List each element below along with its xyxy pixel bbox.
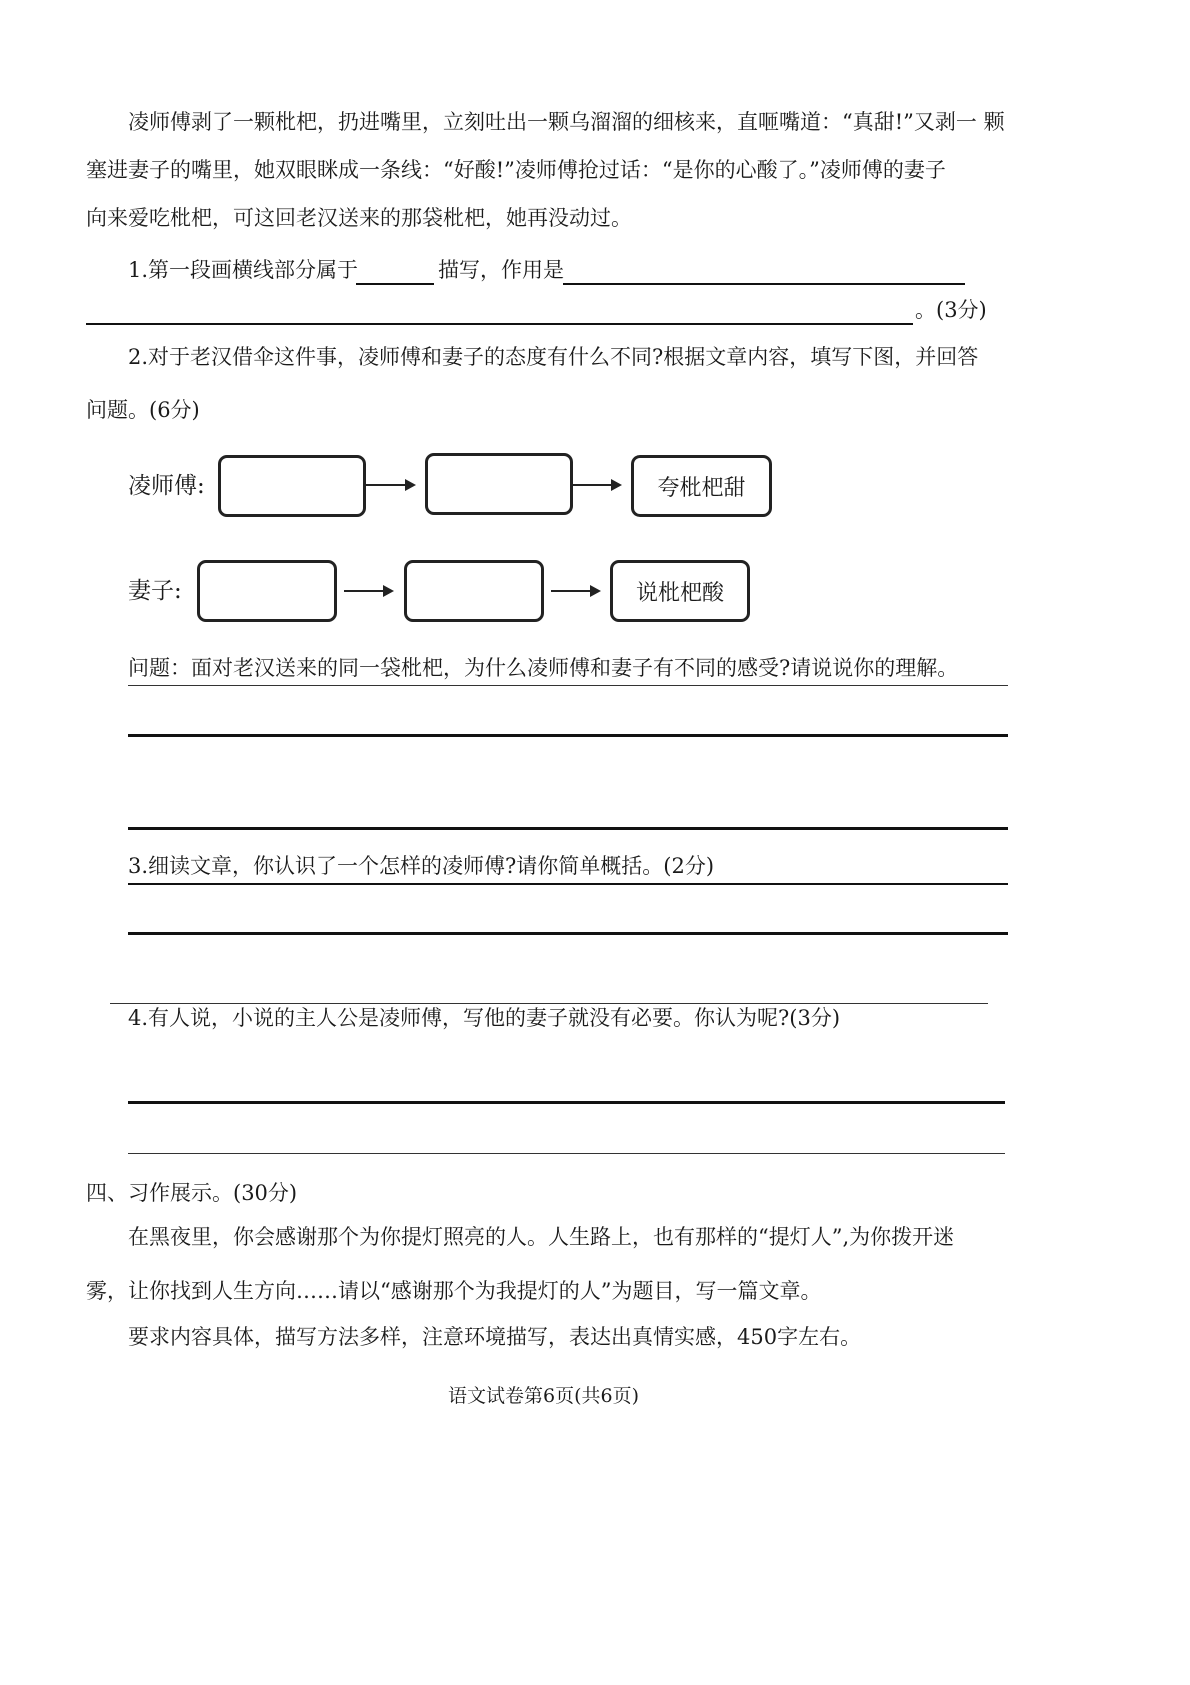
- q1-prompt-2: 描写，作用是: [438, 258, 564, 282]
- q2-answer-line-1[interactable]: [128, 685, 1008, 686]
- arrow-icon: [366, 478, 416, 492]
- diagram-row1-final-text: 夸枇杷甜: [657, 475, 746, 501]
- diagram-row1-label: 凌师傅:: [128, 473, 205, 499]
- diagram-row2-box-1[interactable]: [197, 560, 337, 622]
- diagram-row1-box-1[interactable]: [218, 455, 366, 517]
- q2-answer-line-3[interactable]: [128, 827, 1008, 830]
- q4-answer-line-2[interactable]: [128, 1153, 1005, 1154]
- section4-line-1: 在黑夜里，你会感谢那个为你提灯照亮的人。人生路上，也有那样的“提灯人”,为你拨开迷: [128, 1225, 955, 1249]
- passage-line-2: 塞进妻子的嘴里，她双眼眯成一条线：“好酸!”凌师傅抢过话：“是你的心酸了。”凌师傅的妻子: [86, 158, 946, 182]
- passage-line-1: 凌师傅剥了一颗枇杷，扔进嘴里，立刻吐出一颗乌溜溜的细核来，直咂嘴道：“真甜!”又剥一 颗: [128, 110, 1005, 134]
- page-footer: 语文试卷第6页(共6页): [448, 1385, 640, 1407]
- q1-prompt: 1.第一段画横线部分属于: [128, 258, 359, 282]
- q3-prompt: 3.细读文章，你认识了一个怎样的凌师傅?请你简单概括。(2分): [128, 854, 715, 878]
- q4-prompt: 4.有人说，小说的主人公是凌师傅，写他的妻子就没有必要。你认为呢?(3分): [128, 1006, 841, 1030]
- q3-answer-line-3[interactable]: [110, 1003, 988, 1004]
- q3-answer-line-2[interactable]: [128, 932, 1008, 935]
- q1-score: 。(3分): [915, 298, 987, 322]
- q2-prompt-line-1: 2.对于老汉借伞这件事，凌师傅和妻子的态度有什么不同?根据文章内容，填写下图，并回答: [128, 345, 979, 369]
- diagram-row2-final-text: 说枇杷酸: [635, 580, 724, 606]
- q1-blank-effect-1[interactable]: [563, 283, 965, 285]
- q4-answer-line-1[interactable]: [128, 1101, 1005, 1104]
- section4-heading: 四、习作展示。(30分): [86, 1181, 298, 1205]
- passage-line-3: 向来爱吃枇杷，可这回老汉送来的那袋枇杷，她再没动过。: [86, 206, 632, 230]
- q3-answer-line-1[interactable]: [128, 883, 1008, 885]
- diagram-row2-box-final: [610, 560, 750, 622]
- arrow-icon: [572, 478, 622, 492]
- section4-line-3: 要求内容具体，描写方法多样，注意环境描写，表达出真情实感，450字左右。: [128, 1325, 862, 1349]
- q2-prompt-line-2: 问题。(6分): [86, 398, 200, 422]
- arrow-icon: [344, 584, 394, 598]
- q1-blank-effect-2[interactable]: [86, 323, 913, 325]
- q2-question: 问题：面对老汉送来的同一袋枇杷，为什么凌师傅和妻子有不同的感受?请说说你的理解。: [128, 656, 959, 680]
- diagram-row2-label: 妻子:: [128, 578, 182, 604]
- arrow-icon: [551, 584, 601, 598]
- q1-blank-type[interactable]: [356, 283, 434, 285]
- diagram-row2-box-2[interactable]: [404, 560, 544, 622]
- diagram-row1-box-2[interactable]: [425, 453, 573, 515]
- q2-answer-line-2[interactable]: [128, 734, 1008, 737]
- section4-line-2: 雾，让你找到人生方向……请以“感谢那个为我提灯的人”为题目，写一篇文章。: [86, 1279, 822, 1303]
- diagram-row1-box-final: [631, 455, 772, 517]
